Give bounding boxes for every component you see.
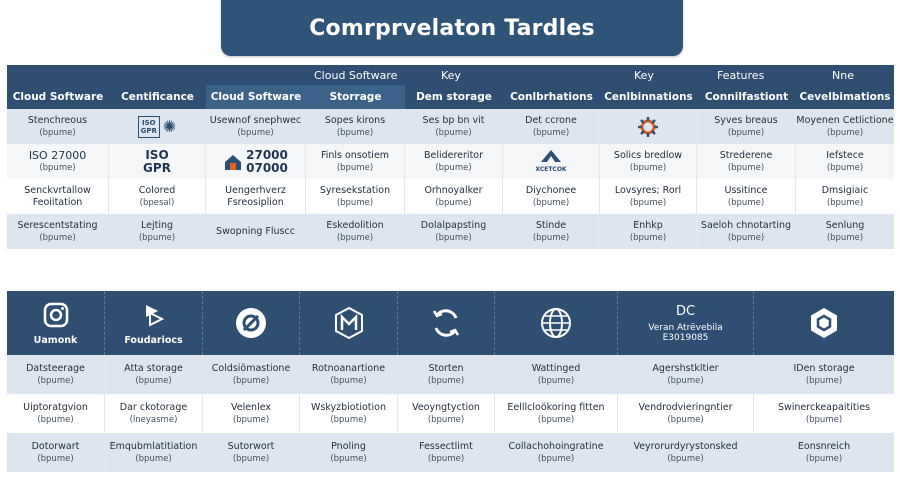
col-header: Connilfastiont xyxy=(704,91,789,103)
col-header: Uamonk xyxy=(7,291,105,355)
top-header-cloud-software: Cloud Software xyxy=(314,69,398,82)
col-header: Dem storage xyxy=(416,91,492,103)
table-cell: Vendrodvieringntier (bpume) xyxy=(618,394,754,433)
table-cell: Storten (bpume) xyxy=(398,355,495,394)
table-cell: Stenchreous (bpume) xyxy=(7,109,109,144)
table1-header-row xyxy=(7,85,894,109)
foundation-icon xyxy=(140,301,168,329)
table-cell: Coldsiömastione (bpume) xyxy=(203,355,300,394)
instagram-icon xyxy=(42,301,70,329)
col-header xyxy=(203,291,300,355)
col-header xyxy=(495,291,618,355)
table-cell: Wskyzbiotiotion (bpume) xyxy=(300,394,398,433)
comparison-table-2 xyxy=(7,291,894,472)
table-cell: Agershstkltier (bpume) xyxy=(618,355,754,394)
table-cell: Velenlex (bpume) xyxy=(203,394,300,433)
table-cell: Uengerhverz Fsreosiplion xyxy=(206,179,306,214)
table-cell: Eskedolition (bpume) xyxy=(306,214,405,249)
hexagon-icon xyxy=(807,306,841,340)
table-cell: Syves breaus (bpume) xyxy=(697,109,796,144)
table-row xyxy=(7,433,894,472)
table-cell: Pnoling (bpume) xyxy=(300,433,398,472)
gear-icon xyxy=(634,113,662,141)
col-header xyxy=(754,291,894,355)
col-header: Cevelbimations xyxy=(799,91,891,103)
col-header: Foudariocs xyxy=(105,291,203,355)
table-cell: Solics bredlow (bpume) xyxy=(600,144,697,179)
top-header-features: Features xyxy=(717,69,765,82)
table-cell: Enhkp (bpume) xyxy=(600,214,697,249)
table-row xyxy=(7,214,894,249)
table-cell: Sopes kirons (bpume) xyxy=(306,109,405,144)
table-cell: Colored (bpesal) xyxy=(109,179,206,214)
iso-gdpr-badge xyxy=(138,116,176,138)
top-header-key-2: Key xyxy=(634,69,654,82)
circle-slash-icon xyxy=(234,306,268,340)
comparison-table-1 xyxy=(7,65,894,249)
table-row xyxy=(7,179,894,214)
table-cell: Ses bp bn vit (bpume) xyxy=(405,109,503,144)
table-cell: Collachohoingratine (bpume) xyxy=(495,433,618,472)
table-cell: Sutorwort (bpume) xyxy=(203,433,300,472)
table-cell: Eonsnreich (bpume) xyxy=(797,440,851,464)
top-header-key-1: Key xyxy=(441,69,461,82)
table-cell: Swopning Fluscc xyxy=(206,214,306,249)
top-header-nne: Nne xyxy=(832,69,854,82)
table-row xyxy=(7,109,894,144)
col-header: Conlbrhations xyxy=(510,91,593,103)
table-cell: Lovsyres; Rorl (bpume) xyxy=(600,179,697,214)
table-cell: Wattinged (bpume) xyxy=(495,355,618,394)
table-cell: IDen storage (bpume) xyxy=(793,362,855,386)
table-cell: Usewnof snephwec (bpume) xyxy=(206,109,306,144)
table-cell: Veyrorurdyrystonsked (bpume) xyxy=(618,433,754,472)
table-cell: 27000 07000 xyxy=(206,144,306,179)
table-cell: XCETCOK xyxy=(503,144,600,179)
col-header: Cenlbinnations xyxy=(604,91,693,103)
m-hexagon-icon xyxy=(332,306,366,340)
table-cell: Dar ckotorage (lneyasme) xyxy=(105,394,203,433)
table-cell: Fessectlimt (bpume) xyxy=(398,433,495,472)
globe-icon xyxy=(539,306,573,340)
iso-badge-icon: ISO GPR xyxy=(138,116,160,138)
table-row xyxy=(7,144,894,179)
col-header: DC Veran Atrëvebila E3019085 xyxy=(618,291,754,355)
table-cell: Dmsigiaic (bpume) xyxy=(821,184,869,208)
col-header xyxy=(398,291,495,355)
table-cell: ISO 27000 (bpume) xyxy=(7,144,109,179)
table-cell: Moyenen Cetlictione (bpume) xyxy=(796,114,894,138)
table-cell xyxy=(600,109,697,144)
table-cell: Dolalpapsting (bpume) xyxy=(405,214,503,249)
xcetcok-logo xyxy=(538,148,564,164)
table-cell: Serescentstating (bpume) xyxy=(7,214,109,249)
table-cell: Stinde (bpume) xyxy=(503,214,600,249)
table1-top-header xyxy=(7,65,894,85)
table-cell: Dotorwart (bpume) xyxy=(7,433,105,472)
table-cell: Diychonee (bpume) xyxy=(503,179,600,214)
table-cell: Veoyngtyction (bpume) xyxy=(398,394,495,433)
title-banner xyxy=(221,0,683,56)
table-cell: Atta storage (bpume) xyxy=(105,355,203,394)
table-cell: Ussitince (bpume) xyxy=(697,179,796,214)
table-cell: Strederene (bpume) xyxy=(697,144,796,179)
table-cell: Uiptoratgvion (bpume) xyxy=(7,394,105,433)
table-cell: Finls onsotiem (bpume) xyxy=(306,144,405,179)
table-cell: Senlung (bpume) xyxy=(825,219,865,243)
col-header: Cloud Software xyxy=(206,85,306,109)
table-cell: Det ccrone (bpume) xyxy=(503,109,600,144)
col-header: Centificance xyxy=(121,91,194,103)
table-cell: Rotnoanartione (bpume) xyxy=(300,355,398,394)
table-cell: Saeloh chnotarting (bpume) xyxy=(697,214,796,249)
table-cell: Syresekstation (bpume) xyxy=(306,179,405,214)
col-header xyxy=(300,291,398,355)
table-cell: Eelllcloökoring fitten (bpume) xyxy=(495,394,618,433)
table-row xyxy=(7,355,894,394)
table-cell: Belidereritor (bpume) xyxy=(405,144,503,179)
table-cell: Orhnoyalker (bpume) xyxy=(405,179,503,214)
table-cell: Datsteerage (bpume) xyxy=(7,355,105,394)
col-header: Storrage xyxy=(306,85,405,109)
table-cell: Iefstece (bpume) xyxy=(826,149,864,173)
gear-icon: ✺ xyxy=(162,116,177,136)
table-cell: Lejting (bpume) xyxy=(109,214,206,249)
table-cell: ISO GPR xyxy=(109,144,206,179)
page-title: Comrprvelaton Tardles xyxy=(309,15,595,41)
table-row xyxy=(7,394,894,433)
refresh-icon xyxy=(429,306,463,340)
table2-header-row xyxy=(7,291,894,355)
table-cell: Senckvrtallow Feoiitation xyxy=(7,179,109,214)
house-icon xyxy=(223,152,243,172)
col-header: Cloud Software xyxy=(12,91,104,103)
table-cell: Swinerckeapaitities (bpume) xyxy=(777,401,871,425)
table-cell: Emqubmlatitiation (bpume) xyxy=(105,433,203,472)
table-cell xyxy=(109,109,206,144)
